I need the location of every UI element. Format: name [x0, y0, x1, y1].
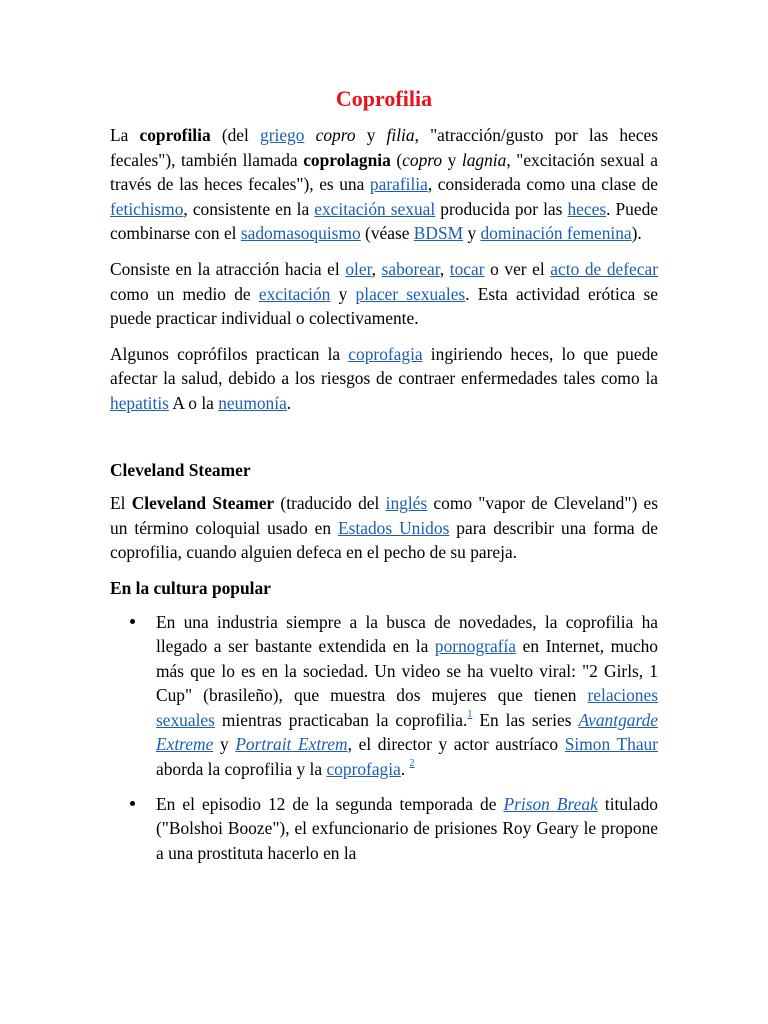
culture-list [110, 610, 658, 866]
text: ( [390, 149, 403, 170]
bullet-icon [130, 619, 135, 624]
text: (del [210, 125, 261, 145]
link-heces[interactable]: heces [567, 198, 607, 219]
text: . Puede combinarse con el [110, 198, 658, 244]
link-prison-break[interactable]: Prison Break [503, 793, 598, 814]
link-coprofagia[interactable]: coprofagia [348, 343, 423, 364]
text: como un medio de [110, 283, 259, 304]
text: . Esta actividad erótica se puede practicar individual o colectivamente. [110, 283, 658, 329]
italic-term: filia [386, 125, 415, 145]
link-coprofagia[interactable]: coprofagia [326, 759, 401, 780]
text: El [110, 493, 132, 514]
link-saborear[interactable]: saborear [381, 258, 440, 279]
text: , el director y actor austríaco [347, 734, 565, 755]
link-excitacion-sexual[interactable]: excitación sexual [314, 198, 436, 219]
link-placer-sexuales[interactable]: placer sexuales [355, 283, 466, 304]
attraction-paragraph [110, 257, 658, 331]
text: Algunos coprófilos practican la [110, 343, 349, 364]
link-estados-unidos[interactable]: Estados Unidos [338, 517, 450, 538]
link-dominacion-femenina[interactable]: dominación femenina [480, 223, 632, 244]
text: y [355, 125, 387, 145]
text: (traducido del [274, 493, 386, 514]
italic-term: lagnia [461, 149, 507, 170]
text: y [463, 223, 481, 244]
text: (véase [360, 223, 414, 244]
text: A o la [168, 392, 219, 413]
link-portrait-extrem[interactable]: Portrait Extrem [235, 734, 348, 755]
footnote-link-1[interactable]: 1 [467, 709, 473, 721]
bold-term: coprofilia [139, 125, 211, 145]
italic-term: copro [315, 125, 356, 145]
text: , "atracción/gusto por las heces fecales"), también llamada [110, 125, 658, 170]
page-title: Coprofilia [335, 86, 433, 111]
text: para describir una forma de coprofilia, cuando alguien defeca en el pecho de su pareja. [110, 517, 658, 563]
intro-paragraph [110, 123, 658, 246]
list-item [110, 792, 658, 866]
link-excitacion[interactable]: excitación [258, 283, 331, 304]
document-page [110, 84, 658, 875]
text: , considerada como una clase de [427, 174, 658, 195]
text: En las series [472, 709, 579, 730]
text: y [330, 283, 356, 304]
link-sadomasoquismo[interactable]: sadomasoquismo [240, 223, 361, 244]
text: y [213, 734, 236, 755]
text: como "vapor de Cleveland") es un término coloquial usado en [110, 493, 658, 538]
text: . [400, 759, 410, 780]
link-oler[interactable]: oler [345, 258, 372, 279]
text [304, 125, 315, 145]
text: , "excitación sexual a través de las heces fecales"), es una [110, 149, 659, 195]
text: En una industria siempre a la busca de novedades, la coprofilia ha llegado a ser bastante extendida en la [156, 611, 658, 657]
link-tocar[interactable]: tocar [449, 258, 485, 279]
text: ingiriendo heces, lo que puede afectar la salud, debido a los riesgos de contraer enfermedades tales como la [110, 343, 658, 389]
text: mientras practicaban la coprofilia. [214, 709, 468, 730]
link-hepatitis[interactable]: hepatitis [110, 392, 169, 413]
text: en Internet, mucho más que lo es en la sociedad. Un video se ha vuelto viral: "2 Girls, 1 Cup" (brasileño), que muestra dos mujeres que tienen [156, 636, 658, 706]
text: . [286, 392, 292, 413]
cleveland-paragraph [110, 491, 658, 565]
bold-term: coprolagnia [303, 149, 391, 170]
text: o ver el [484, 258, 551, 279]
text: titulado ("Bolshoi Booze"), el exfuncionario de prisiones Roy Geary le propone a una prostituta hacerlo en la [156, 793, 659, 863]
link-simon-thaur[interactable]: Simon Thaur [564, 734, 659, 755]
section-spacer [110, 416, 658, 458]
health-paragraph [110, 342, 658, 416]
italic-term: copro [402, 149, 443, 170]
link-pornografia[interactable]: pornografía [434, 636, 517, 657]
text: , [371, 258, 382, 279]
link-neumonia[interactable]: neumonía [218, 392, 287, 413]
text: , consistente en la [183, 198, 315, 219]
list-item [110, 610, 658, 782]
section-heading-cultura: En la cultura popular [110, 577, 271, 598]
link-fetichismo[interactable]: fetichismo [110, 198, 184, 219]
link-parafilia[interactable]: parafilia [369, 174, 428, 195]
link-ingles[interactable]: inglés [385, 493, 428, 514]
text: aborda la coprofilia y la [156, 759, 327, 780]
link-griego[interactable]: griego [260, 125, 305, 145]
section-heading-cleveland: Cleveland Steamer [110, 459, 251, 480]
text: producida por las [435, 198, 568, 219]
link-bdsm[interactable]: BDSM [413, 223, 464, 244]
link-acto-de-defecar[interactable]: acto de defecar [550, 258, 658, 279]
link-avantgarde-extreme[interactable]: Avantgarde Extreme [156, 709, 658, 755]
text: Consiste en la atracción hacia el [110, 258, 346, 279]
text: , [439, 258, 450, 279]
bold-term: Cleveland Steamer [131, 493, 275, 514]
text: La [110, 125, 140, 145]
bullet-icon [130, 801, 135, 806]
text: y [442, 149, 462, 170]
text: En el episodio 12 de la segunda temporada de [156, 793, 504, 814]
footnote-link-2[interactable]: 2 [409, 758, 415, 770]
link-relaciones-sexuales[interactable]: relaciones sexuales [156, 685, 658, 730]
text: ). [631, 223, 642, 244]
